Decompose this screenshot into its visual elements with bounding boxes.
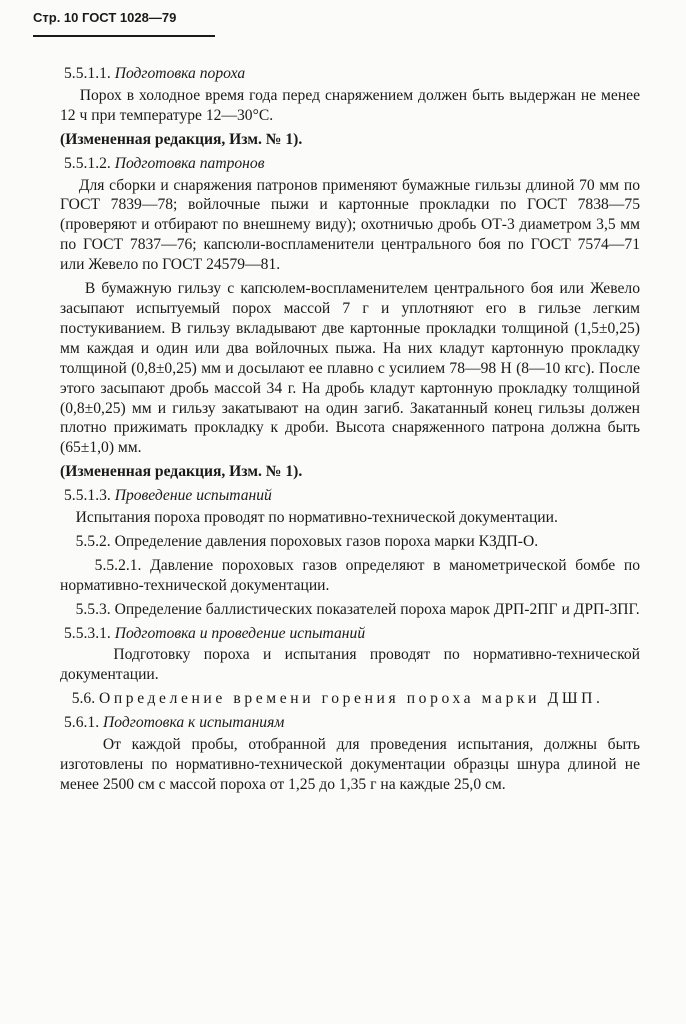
section-title: Определение времени горения пороха марки ДШП. bbox=[99, 690, 604, 708]
paragraph bbox=[60, 645, 640, 685]
section-number: 5.5.3.1. bbox=[64, 624, 111, 642]
paragraph bbox=[60, 176, 640, 276]
section-number: 5.5.1.2. bbox=[64, 154, 111, 172]
section-number: 5.6. bbox=[71, 690, 96, 708]
document-body bbox=[60, 60, 640, 799]
section-title: Подготовка к испытаниям bbox=[103, 714, 285, 732]
section-heading bbox=[60, 713, 640, 733]
section-heading bbox=[60, 154, 640, 174]
section-number: 5.5.1.3. bbox=[64, 487, 111, 505]
paragraph-text: Для сборки и снаряжения патронов применяют бумажные гильзы длиной 70 мм по ГОСТ 7839—78; войлочные пыжи и картонные прокладки по ГОСТ 7838—75 (проверяют и отбирают по внешнему виду); охотничью дробь ОТ-3 диаметром 3,5 мм по ГОСТ 7837—76; капсюли-воспламенители центрального боя по ГОСТ 7574—71 или Жевело по ГОСТ 24579—81. bbox=[60, 176, 640, 274]
section-number: 5.6.1. bbox=[64, 714, 100, 732]
paragraph-text: 5.5.2.1. Давление пороховых газов определяют в манометрической бомбе по нормативно-технической документации. bbox=[60, 556, 640, 594]
paragraph bbox=[60, 556, 640, 596]
edit-note: (Измененная редакция, Изм. № 1). bbox=[60, 130, 303, 148]
paragraph bbox=[60, 508, 640, 528]
paragraph-text: 5.5.2. Определение давления пороховых газов пороха марки КЗДП-О. bbox=[75, 532, 539, 550]
paragraph-text: От каждой пробы, отобранной для проведения испытания, должны быть изготовлены по нормативно-технической документации образцы шнура длиной не менее 2500 см с массой пороха от 1,25 до 1,35 г на каждые 25,0 см. bbox=[60, 736, 640, 793]
paragraph bbox=[60, 532, 640, 552]
paragraph-text: 5.5.3. Определение баллистических показателей пороха марок ДРП-2ПГ и ДРП-3ПГ. bbox=[75, 600, 640, 618]
paragraph bbox=[60, 600, 640, 620]
section-title: Проведение испытаний bbox=[114, 487, 272, 505]
section-title: Подготовка пороха bbox=[114, 65, 246, 82]
paragraph bbox=[60, 735, 640, 795]
paragraph-text: Испытания пороха проводят по нормативно-технической документации. bbox=[75, 509, 558, 527]
section-heading bbox=[60, 486, 640, 506]
section-title: Подготовка и проведение испытаний bbox=[114, 624, 366, 642]
paragraph-text: Порох в холодное время года перед снаряжением должен быть выдержан не менее 12 ч при температуре 12—30°С. bbox=[60, 86, 641, 124]
edit-note: (Измененная редакция, Изм. № 1). bbox=[60, 463, 303, 481]
page-header: Стр. 10 ГОСТ 1028—79 bbox=[33, 10, 177, 25]
paragraph bbox=[60, 86, 640, 126]
paragraph bbox=[60, 279, 640, 458]
section-title: Подготовка патронов bbox=[114, 154, 265, 172]
paragraph-text: Подготовку пороха и испытания проводят по нормативно-технической документации. bbox=[60, 646, 640, 684]
section-heading bbox=[60, 624, 640, 644]
section-number: 5.5.1.1. bbox=[64, 65, 111, 82]
header-rule bbox=[33, 35, 215, 37]
section-heading bbox=[60, 64, 640, 84]
section-heading-spaced bbox=[60, 689, 640, 709]
paragraph-text: В бумажную гильзу с капсюлем-воспламенителем центрального боя или Жевело засыпают испытуемый порох массой 7 г и уплотняют его в гильзе легким постукиванием. В гильзу вкладывают две картонные прокладки толщиной (1,5±0,25) мм каждая и один или два войлочных пыжа. На них кладут картонную прокладку толщиной (0,8±0,25) мм и досылают ее плавно с усилием 78—98 Н (8—10 кгс). После этого засыпают дробь массой 34 г. На дробь кладут картонную прокладку толщиной (0,8±0,25) мм и гильзу закатывают на один загиб. Закатанный конец гильзы должен плотно прижимать прокладку к дроби. Высота снаряженного патрона должна быть (65±1,0) мм. bbox=[60, 280, 640, 457]
